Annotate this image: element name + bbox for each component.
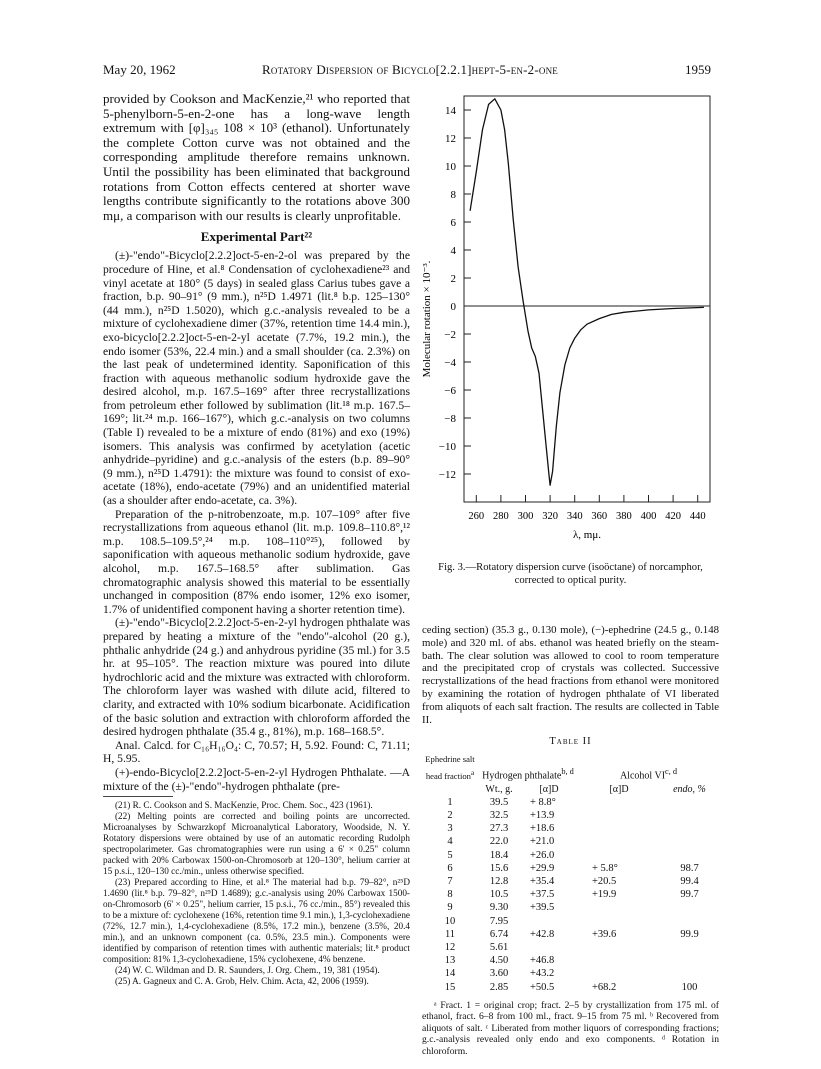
subheader-wt: Wt., g. bbox=[485, 783, 513, 795]
table-cell: +42.8 bbox=[530, 928, 555, 940]
table-cell: 14 bbox=[444, 968, 456, 980]
table-cell bbox=[578, 941, 660, 954]
table-row bbox=[422, 915, 719, 928]
table-row bbox=[422, 862, 719, 875]
column-header-hydrogen-phthalate bbox=[478, 753, 578, 782]
table-cell: +21.0 bbox=[530, 836, 555, 848]
table-cell bbox=[660, 849, 719, 862]
table-cell bbox=[660, 796, 719, 809]
plot-border bbox=[464, 96, 710, 502]
exp-paragraph-3: (±)-"endo"-Bicyclo[2.2.2]oct-5-en-2-yl hydrogen phthalate was prepared by heating a mixture of the "endo"-alcohol (20 g.), phthalic anhydride (24 g.) and anhydrous pyridine (35 ml.) for 3.5 hr. at 95–105°. The reaction mixture was poured into dilute hydrochloric acid and the mixture was extracted with chloroform. The chloroform layer was washed with dilute acid, filtered to clarity, and extracted with 10% sodium bicarbonate. Acidification of the basic solution and extraction with chloroform afforded the desired hydrogen phthalate (35.4 g., 81%), m.p. 168–168.5°. bbox=[103, 616, 410, 739]
table-cell: 11 bbox=[444, 928, 456, 940]
y-tick-label: 8 bbox=[450, 189, 456, 201]
x-axis-label: λ, mμ. bbox=[572, 529, 602, 541]
table-cell bbox=[660, 822, 719, 835]
footnote-21: (21) R. C. Cookson and S. MacKenzie, Proc. Chem. Soc., 423 (1961). bbox=[115, 800, 373, 811]
x-tick-label: 440 bbox=[689, 511, 706, 522]
table-cell bbox=[578, 822, 660, 835]
table-footnote: ᵃ Fract. 1 = original crop; fract. 2–5 by crystallization from 175 ml. of ethanol, fract. 6–8 from 100 ml., fract. 9–15 from 75 ml. ᵇ Recovered from aliquots of salt. ᶜ Liberated from mother liquors of corresponding fractions; g.c.-analysis revealed only endo and exo components. ᵈ Rotation in chloroform. bbox=[422, 999, 719, 1057]
table-cell: 3 bbox=[447, 823, 453, 835]
table-cell: +18.6 bbox=[530, 823, 555, 835]
series-line bbox=[470, 99, 704, 485]
footnote-rule bbox=[103, 796, 173, 797]
table-cell bbox=[660, 941, 719, 954]
table-cell bbox=[578, 967, 660, 980]
table-cell: +20.5 bbox=[592, 876, 617, 888]
running-title: Rotatory Dispersion of Bicyclo[2.2.1]hept-5-en-2-one bbox=[262, 62, 558, 77]
table-cell: 7 bbox=[447, 876, 453, 888]
header-fraction-sup: a bbox=[470, 768, 475, 777]
table-cell: +26.0 bbox=[530, 849, 555, 861]
table-cell: 100 bbox=[681, 981, 698, 993]
table-cell: 99.9 bbox=[680, 928, 699, 940]
table-cell: 1 bbox=[447, 796, 453, 808]
table-cell: 2.85 bbox=[489, 981, 509, 993]
subheader-rotation: [α]D bbox=[539, 783, 559, 795]
table-ii bbox=[422, 753, 719, 994]
table-row bbox=[422, 954, 719, 967]
exp-paragraph-1: (±)-"endo"-Bicyclo[2.2.2]oct-5-en-2-ol was prepared by the procedure of Hine, et al.⁸ Condensation of cyclohexadiene²³ and vinyl acetate at 180° (5 days) in sealed glass Carius tubes gave a fraction, b.p. 90–91° (9 mm.), n²⁵D 1.4971 (lit.⁸ b.p. 125–130° (44 mm.), n²⁵D 1.5020), which g.c.-analysis revealed to be a mixture of cyclohexadiene dimer (37%, retention time 14.4 min.), exo-bicyclo[2.2.2]oct-5-en-2-yl acetate (7.7%, 19.2 min.), the endo isomer (53%, 22.4 min.) and a small shoulder (ca. 2.3%) on the last peak of undetermined identity. Saponification of this fraction with aqueous methanolic sodium hydroxide gave the desired alcohol, m.p. 167.5–169° after three recrystallizations from petroleum ether followed by sublimation (lit.¹⁸ m.p. 167.5–169°; lit.²⁴ m.p. 166–167°), which g.c.-analysis on two columns (Table I) revealed to be a mixture of endo (81%) and exo (19%) isomers. This analysis was confirmed by acetylation (acetic anhydride–pyridine) and g.c.-analysis of the esters (b.p. 89–90° (9 mm.), n²⁵D 1.4791): the mixture was found to consist of exo-acetate (18%), endo-acetate (79%) and an unidentified material (as a shoulder after endo-acetate, ca. 3%). bbox=[103, 249, 410, 508]
y-tick-label: 12 bbox=[445, 133, 456, 145]
table-cell: 12 bbox=[444, 942, 456, 954]
table-cell: +13.9 bbox=[530, 810, 555, 822]
table-row bbox=[422, 796, 719, 809]
table-cell: 10 bbox=[444, 915, 456, 927]
x-tick-label: 360 bbox=[591, 511, 608, 522]
table-cell: 98.7 bbox=[680, 862, 699, 874]
table-row bbox=[422, 822, 719, 835]
x-tick-label: 300 bbox=[517, 511, 534, 522]
table-cell: 7.95 bbox=[489, 915, 509, 927]
table-cell: +68.2 bbox=[592, 981, 617, 993]
y-tick-label: 6 bbox=[450, 217, 456, 229]
table-cell bbox=[660, 809, 719, 822]
x-tick-label: 320 bbox=[542, 511, 558, 522]
exp-paragraph-4: Anal. Calcd. for C₁₆H₁₆O₄: C, 70.57; H, 5.92. Found: C, 71.11; H, 5.95. bbox=[103, 738, 410, 766]
table-body bbox=[422, 796, 719, 994]
table-cell bbox=[578, 809, 660, 822]
footnote-25: (25) A. Gagneux and C. A. Grob, Helv. Chim. Acta, 42, 2006 (1959). bbox=[115, 976, 369, 987]
table-cell bbox=[578, 835, 660, 848]
intro-paragraph: provided by Cookson and MacKenzie,²¹ who reported that 5-phenylborn-5-en-2-one has a long-wave length extremum with [φ]₃₄₅ 108 × 10³ (ethanol). Unfortunately the complete Cotton curve was not obtained and the corresponding amplitude therefore remains unknown. Until the possibility has been eliminated that background rotations from Cotton effects centered at shorter wave lengths contribute significantly to the rotations above 300 mμ, a comparison with our results is clearly unprofitable. bbox=[103, 91, 410, 223]
exp-paragraph-5: (+)-endo-Bicyclo[2.2.2]oct-5-en-2-yl Hydrogen Phthalate. —A mixture of the (±)-"endo"-hydrogen phthalate (pre- bbox=[103, 765, 410, 793]
table-cell: 6 bbox=[447, 862, 453, 874]
y-tick-label: 14 bbox=[445, 105, 456, 117]
table-cell: +46.8 bbox=[530, 955, 555, 967]
footnote-22: (22) Melting points are corrected and boiling points are uncorrected. Microanalyses by Schwarzkopf Microanalytical Laboratory, Woodside, N. Y. Rotatory dispersions were obtained by use of an automatic recording Rudolph spectropolarimeter. Gas chromatographies were run using a 6' × 0.25" column packed with 20% Carbowax 1500-on-Chromosorb at 120–130°, helium carrier at 15 p.s.i., 120–130 cc./min., unless otherwise specified. bbox=[103, 811, 410, 877]
table-cell bbox=[578, 901, 660, 914]
table-cell: +43.2 bbox=[530, 968, 555, 980]
table-cell: 5 bbox=[447, 849, 453, 861]
subheader-endo: endo, % bbox=[673, 783, 706, 795]
table-cell bbox=[578, 954, 660, 967]
table-cell: 32.5 bbox=[489, 810, 509, 822]
table-row bbox=[422, 981, 719, 994]
table-cell bbox=[520, 915, 578, 928]
table-row bbox=[422, 901, 719, 914]
table-row bbox=[422, 875, 719, 888]
table-cell: 9 bbox=[447, 902, 453, 914]
table-cell bbox=[660, 915, 719, 928]
table-row bbox=[422, 928, 719, 941]
left-column bbox=[103, 92, 410, 987]
column-header-alcohol bbox=[578, 753, 719, 782]
x-tick-label: 380 bbox=[616, 511, 632, 522]
table-cell: +19.9 bbox=[592, 889, 617, 901]
subheader-blank bbox=[422, 783, 478, 796]
table-cell: 22.0 bbox=[489, 836, 509, 848]
experimental-heading: Experimental Part²² bbox=[200, 229, 313, 245]
header-hp-sup: b, d bbox=[561, 767, 574, 777]
table-cell: 15.6 bbox=[489, 862, 509, 874]
x-tick-label: 420 bbox=[665, 511, 681, 522]
y-tick-label: −6 bbox=[444, 385, 456, 397]
x-tick-label: 260 bbox=[468, 511, 485, 522]
table-cell bbox=[520, 941, 578, 954]
table-row bbox=[422, 967, 719, 980]
table-cell bbox=[578, 849, 660, 862]
table-cell: 4.50 bbox=[489, 955, 509, 967]
header-fraction-text: Ephedrine salt head fraction bbox=[425, 754, 475, 781]
table-row bbox=[422, 941, 719, 954]
right-paragraph: ceding section) (35.3 g., 0.130 mole), (−)-ephedrine (24.5 g., 0.148 mole) and 320 ml. of abs. ethanol was heated briefly on the steam-bath. The clear solution was allowed to cool to room temperature and the precipitated crop of crystals was collected. Successive recrystallizations of the head fractions from ethanol were monitored by examining the rotation of hydrogen phthalate of VI liberated from aliquots of each salt fraction. The results are collected in Table II. bbox=[422, 624, 719, 726]
table-cell: 99.7 bbox=[680, 889, 699, 901]
header-alc-text: Alcohol VI bbox=[619, 770, 666, 782]
table-cell bbox=[660, 901, 719, 914]
rotatory-dispersion-chart bbox=[418, 94, 718, 554]
x-tick-label: 280 bbox=[493, 511, 509, 522]
table-row bbox=[422, 849, 719, 862]
table-cell bbox=[578, 796, 660, 809]
y-tick-label: 4 bbox=[450, 245, 456, 257]
table-cell: +29.9 bbox=[530, 862, 555, 874]
table-cell: 39.5 bbox=[489, 796, 509, 808]
table-row bbox=[422, 888, 719, 901]
page-date: May 20, 1962 bbox=[103, 62, 176, 77]
y-tick-label: 10 bbox=[445, 161, 456, 173]
table-cell: +37.5 bbox=[530, 889, 555, 901]
x-axis-ticks bbox=[468, 495, 705, 522]
series-group bbox=[470, 99, 704, 485]
footnote-24: (24) W. C. Wildman and D. R. Saunders, J. Org. Chem., 19, 381 (1954). bbox=[115, 965, 380, 976]
table-cell: 12.8 bbox=[489, 876, 509, 888]
table-cell bbox=[660, 967, 719, 980]
y-tick-label: −8 bbox=[444, 413, 456, 425]
x-tick-label: 340 bbox=[566, 511, 583, 522]
table-cell bbox=[660, 835, 719, 848]
table-cell: 4 bbox=[447, 836, 453, 848]
table-cell: 10.5 bbox=[489, 889, 509, 901]
table-cell bbox=[660, 954, 719, 967]
y-tick-label: −10 bbox=[438, 441, 456, 453]
table-cell: +39.6 bbox=[592, 928, 617, 940]
header-alc-sup: c, d bbox=[665, 767, 678, 777]
table-cell bbox=[578, 915, 660, 928]
y-tick-label: −4 bbox=[444, 357, 456, 369]
table-cell: 5.61 bbox=[489, 942, 509, 954]
table-row bbox=[422, 835, 719, 848]
y-axis-ticks bbox=[439, 105, 471, 481]
table-cell: 13 bbox=[444, 955, 456, 967]
x-tick-label: 400 bbox=[640, 511, 657, 522]
table-cell: 2 bbox=[447, 810, 453, 822]
table-row bbox=[422, 809, 719, 822]
page-number: 1959 bbox=[685, 62, 711, 77]
table-cell: + 5.8° bbox=[592, 862, 618, 874]
y-tick-label: −2 bbox=[444, 329, 456, 341]
header-hp-text: Hydrogen phthalate bbox=[482, 770, 562, 782]
table-cell: 8 bbox=[447, 889, 453, 901]
table-cell: 9.30 bbox=[489, 902, 509, 914]
y-axis-label: Molecular rotation × 10⁻³. bbox=[421, 260, 433, 378]
table-cell: +50.5 bbox=[530, 981, 555, 993]
y-tick-label: −12 bbox=[438, 469, 456, 481]
table-cell: 27.3 bbox=[489, 823, 509, 835]
table-cell: +39.5 bbox=[530, 902, 555, 914]
table-title: Table II bbox=[549, 736, 592, 748]
table-cell: + 8.8° bbox=[530, 796, 556, 808]
table-cell: 3.60 bbox=[489, 968, 509, 980]
table-cell: 15 bbox=[444, 981, 456, 993]
table-cell: 99.4 bbox=[680, 876, 699, 888]
y-tick-label: 0 bbox=[450, 301, 456, 313]
exp-paragraph-2: Preparation of the p-nitrobenzoate, m.p. 107–109° after five recrystallizations from aqueous ethanol (lit. m.p. 109.8–110.8°,¹² m.p. 108.5–109.5°,²⁴ m.p. 108–110°²⁵), followed by saponification with aqueous methanolic sodium hydroxide, gave alcohol, m.p. 167.5–168.5° after sublimation. Gas chromatographic analysis showed this material to be essentially unchanged in composition (87% endo isomer, 12% exo isomer, 1.7% of unidentified component having a shorter retention time). bbox=[103, 507, 410, 616]
y-tick-label: 2 bbox=[450, 273, 456, 285]
table-cell: +35.4 bbox=[530, 876, 555, 888]
right-column bbox=[422, 624, 719, 1057]
plot-frame bbox=[464, 96, 710, 502]
table-cell: 6.74 bbox=[489, 928, 509, 940]
table-cell: 18.4 bbox=[489, 849, 509, 861]
subheader-alc-rotation: [α]D bbox=[609, 783, 629, 795]
footnote-23: (23) Prepared according to Hine, et al.⁸ The material had b.p. 79–82°, n²⁵D 1.4690 (lit.⁸ b.p. 79–82°, n²⁵D 1.4689); g.c.-analysis using 20% Carbowax 1500-on-Chromosorb (6' × 0.25", helium carrier, 15 p.s.i., 76 cc./min., 85°) revealed this to be a mixture of: cyclohexene (16%, retention time 9.1 min.), 1,3-cyclohexadiene (72%, 12.7 min.), 1,4-cyclohexadiene (8.5%, 17.2 min.), benzene (3.5%, 20.4 min.), and an unknown component (ca. 0.5%, 23.5 min.). Components were identified by comparison of retention times with authentic materials; lit.⁸ product composition: 81% 1,3-cyclohexadiene, 15% cyclohexene, 4% benzene. bbox=[103, 877, 410, 965]
figure-caption: Fig. 3.—Rotatory dispersion curve (isoöctane) of norcamphor, corrected to optical purity. bbox=[438, 562, 703, 586]
column-header-fraction bbox=[422, 753, 478, 782]
